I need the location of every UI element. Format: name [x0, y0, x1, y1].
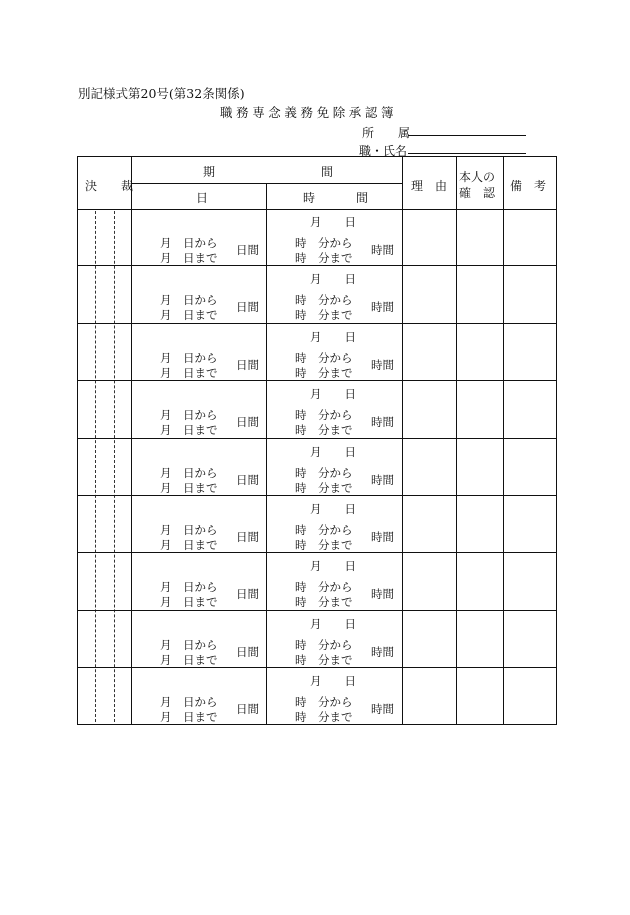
header-reason: 理 由: [411, 179, 448, 193]
header-confirm-line2: 確 認: [459, 186, 496, 200]
hours-label: 時間: [371, 530, 394, 544]
month-day-label: 月 日: [310, 215, 356, 229]
days-label: 日間: [236, 243, 259, 257]
days-label: 日間: [236, 644, 259, 659]
name-label: 職・氏名: [359, 144, 408, 158]
hours-label: 時間: [371, 472, 394, 487]
table-row: [78, 439, 556, 496]
table-row: [78, 266, 556, 323]
approval-ledger-table: [77, 156, 557, 725]
time-to-label: 時 分まで: [295, 251, 353, 265]
time-from-label: 時 分から: [295, 350, 353, 365]
days-label: 日間: [236, 587, 259, 602]
day-from-label: 月 日から: [160, 465, 218, 480]
time-to-label: 時 分まで: [295, 423, 353, 438]
hours-label: 時間: [371, 300, 394, 315]
hours-label: 時間: [371, 243, 394, 257]
table-row: [78, 381, 556, 438]
hours-label: 時間: [371, 415, 394, 430]
day-to-label: 月 日まで: [160, 710, 218, 725]
month-day-label: 月 日: [310, 272, 356, 287]
day-from-label: 月 日から: [160, 350, 218, 365]
time-from-label: 時 分から: [295, 580, 353, 595]
hours-label: 時間: [371, 702, 394, 717]
time-to-label: 時 分まで: [295, 595, 353, 610]
hours-label: 時間: [371, 644, 394, 659]
table-row: [78, 496, 556, 553]
time-from-label: 時 分から: [295, 408, 353, 423]
header-divider: [131, 183, 402, 184]
time-from-label: 時 分から: [295, 465, 353, 480]
time-from-label: 時 分から: [295, 695, 353, 710]
affiliation-label: 所 属: [362, 126, 411, 140]
day-from-label: 月 日から: [160, 236, 218, 250]
day-from-label: 月 日から: [160, 637, 218, 652]
time-from-label: 時 分から: [295, 637, 353, 652]
days-label: 日間: [236, 415, 259, 430]
day-to-label: 月 日まで: [160, 308, 218, 323]
day-from-label: 月 日から: [160, 408, 218, 423]
day-to-label: 月 日まで: [160, 480, 218, 495]
month-day-label: 月 日: [310, 329, 356, 344]
time-from-label: 時 分から: [295, 293, 353, 308]
time-to-label: 時 分まで: [295, 710, 353, 725]
header-time-right: 間: [356, 191, 369, 205]
month-day-label: 月 日: [310, 444, 356, 459]
header-confirm-line1: 本人の: [459, 170, 496, 184]
header-day: 日: [196, 191, 209, 205]
hours-label: 時間: [371, 587, 394, 602]
day-to-label: 月 日まで: [160, 538, 218, 552]
header-remarks: 備 考: [510, 179, 547, 193]
time-from-label: 時 分から: [295, 523, 353, 537]
time-from-label: 時 分から: [295, 236, 353, 250]
days-label: 日間: [236, 702, 259, 717]
table-row: [78, 553, 556, 610]
month-day-label: 月 日: [310, 616, 356, 631]
header-time-left: 時: [303, 191, 316, 205]
header-approval: 決 裁: [85, 179, 134, 193]
days-label: 日間: [236, 472, 259, 487]
day-to-label: 月 日まで: [160, 251, 218, 265]
header-period-left: 期: [203, 165, 216, 179]
time-to-label: 時 分まで: [295, 538, 353, 552]
day-to-label: 月 日まで: [160, 365, 218, 380]
day-to-label: 月 日まで: [160, 595, 218, 610]
month-day-label: 月 日: [310, 387, 356, 402]
days-label: 日間: [236, 530, 259, 544]
form-title: 職務専念義務免除承認簿: [220, 105, 398, 120]
time-to-label: 時 分まで: [295, 652, 353, 667]
day-from-label: 月 日から: [160, 580, 218, 595]
table-row: [78, 324, 556, 381]
day-to-label: 月 日まで: [160, 423, 218, 438]
name-field[interactable]: [408, 153, 526, 154]
month-day-label: 月 日: [310, 502, 356, 516]
day-to-label: 月 日まで: [160, 652, 218, 667]
day-from-label: 月 日から: [160, 695, 218, 710]
time-to-label: 時 分まで: [295, 308, 353, 323]
table-row: [78, 611, 556, 668]
table-row: [78, 209, 556, 266]
hours-label: 時間: [371, 357, 394, 372]
form-number: 別記様式第20号(第32条関係): [78, 86, 245, 101]
days-label: 日間: [236, 300, 259, 315]
month-day-label: 月 日: [310, 674, 356, 689]
time-to-label: 時 分まで: [295, 365, 353, 380]
affiliation-field[interactable]: [408, 135, 526, 136]
time-to-label: 時 分まで: [295, 480, 353, 495]
day-from-label: 月 日から: [160, 523, 218, 537]
days-label: 日間: [236, 357, 259, 372]
table-row: [78, 668, 556, 725]
header-period-right: 間: [321, 165, 334, 179]
month-day-label: 月 日: [310, 559, 356, 574]
day-from-label: 月 日から: [160, 293, 218, 308]
